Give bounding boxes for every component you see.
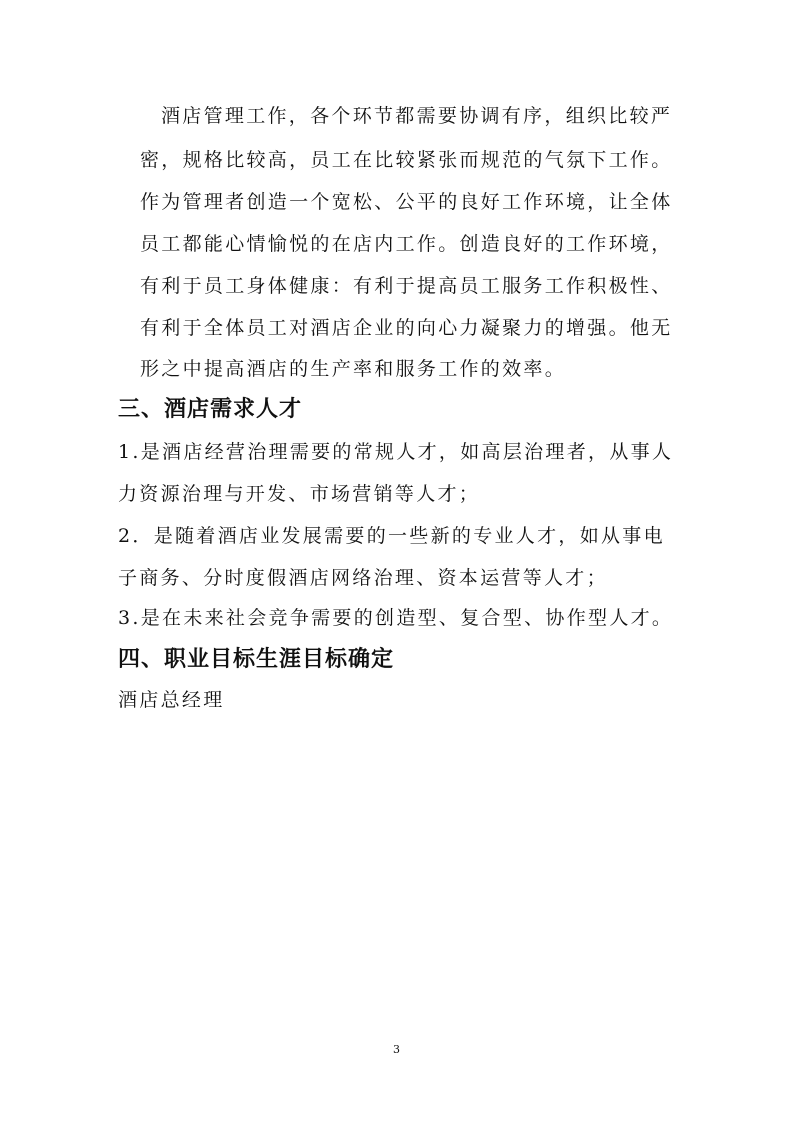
paragraph-line: 形之中提高酒店的生产率和服务工作的效率。 xyxy=(140,358,567,380)
paragraph-line: 酒店管理工作，各个环节都需要协调有序，组织比较严 xyxy=(161,105,673,127)
section-heading-talent-needs: 三、酒店需求人才 xyxy=(118,397,303,422)
page-number: 3 xyxy=(393,1043,400,1056)
paragraph-line: 有利于员工身体健康：有利于提高员工服务工作积极性、 xyxy=(140,275,673,297)
list-item-line: 力资源治理与开发、市场营销等人才； xyxy=(118,483,481,505)
list-item-line: 3.是在未来社会竞争需要的创造型、复合型、协作型人才。 xyxy=(118,607,674,629)
paragraph-line: 密，规格比较高，员工在比较紧张而规范的气氛下工作。 xyxy=(140,149,673,171)
section-heading-career-goal: 四、职业目标生涯目标确定 xyxy=(118,647,395,672)
paragraph-line: 作为管理者创造一个宽松、公平的良好工作环境，让全体 xyxy=(140,191,673,213)
list-item-line: 1.是酒店经营治理需要的常规人才，如高层治理者，从事人 xyxy=(118,441,674,463)
list-item-line: 子商务、分时度假酒店网络治理、资本运营等人才； xyxy=(118,567,608,589)
paragraph-line: 员工都能心情愉悦的在店内工作。创造良好的工作环境， xyxy=(140,233,673,255)
career-goal-text: 酒店总经理 xyxy=(118,689,225,711)
list-item-line: 2．是随着酒店业发展需要的一些新的专业人才，如从事电 xyxy=(118,525,665,547)
paragraph-line: 有利于全体员工对酒店企业的向心力凝聚力的增强。他无 xyxy=(140,317,673,339)
